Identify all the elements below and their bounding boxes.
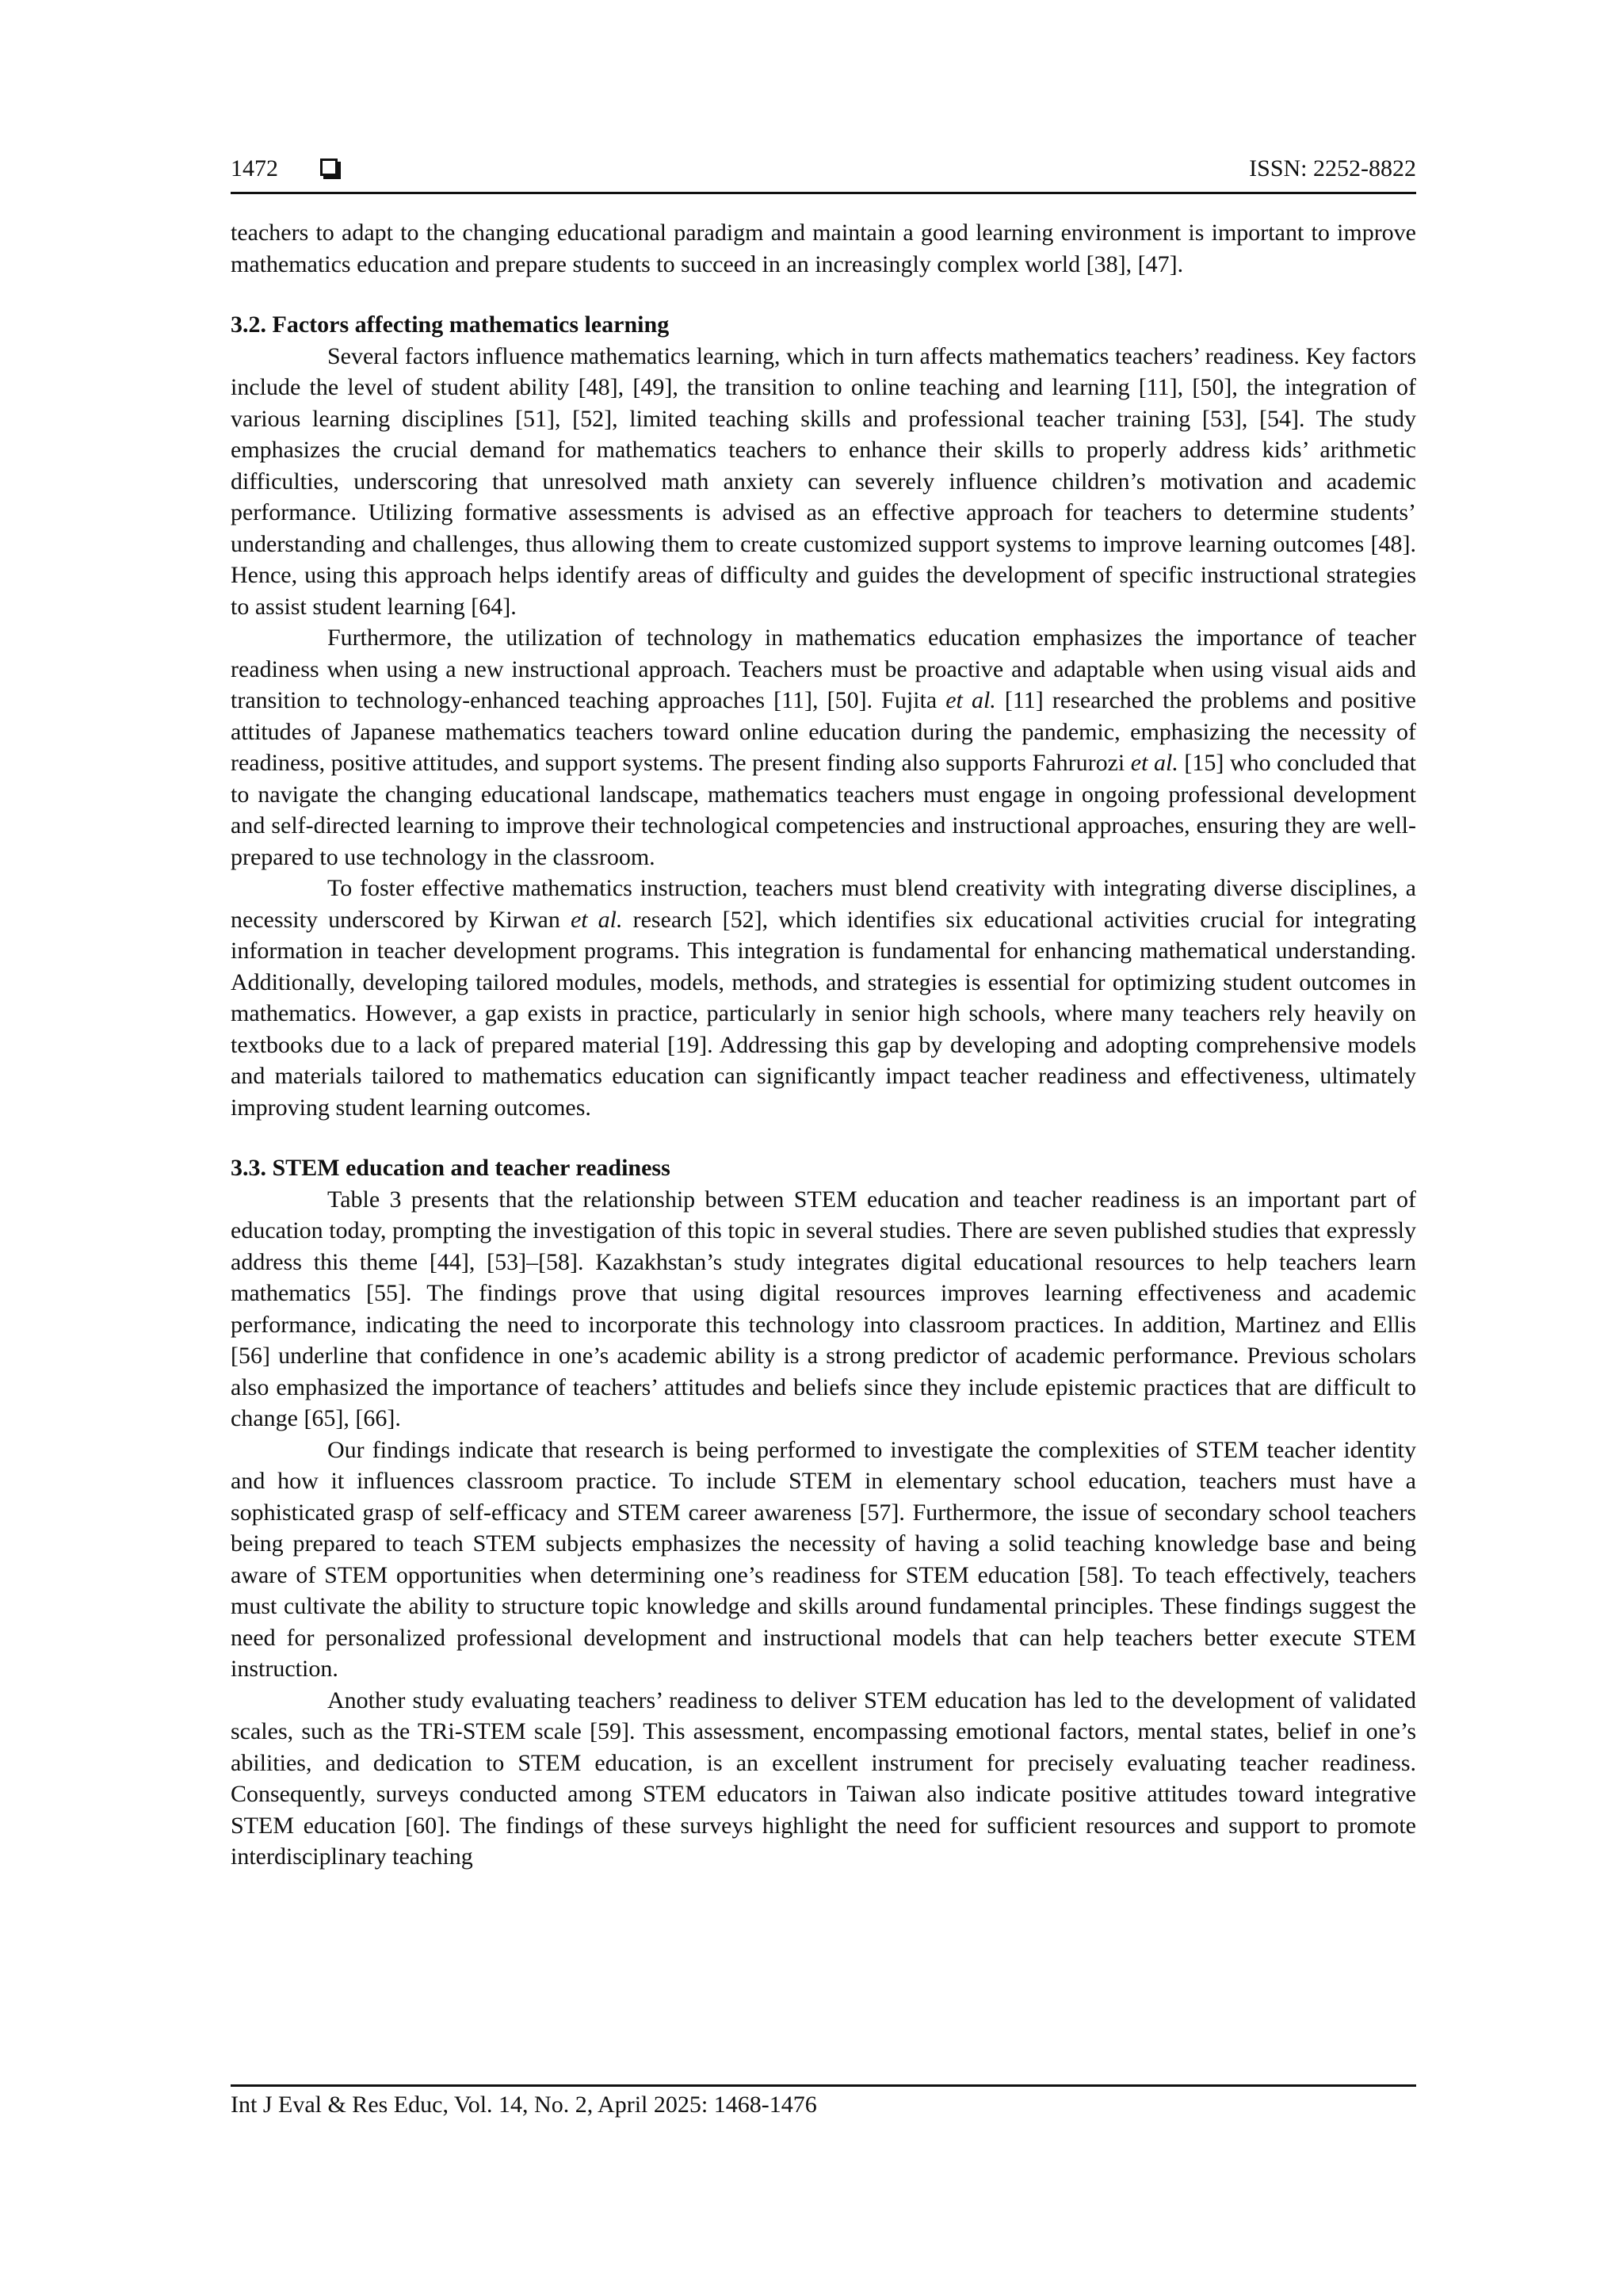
text-run: [11] researched the problems and positive attitudes of Japanese mathematics teachers toward online education during the pandemic, emphasizing the necessity of readiness, positive attitudes, and support systems. The present finding also supports Fahrurozi: [231, 687, 1416, 776]
section-3-2-heading: 3.2. Factors affecting mathematics learning: [231, 311, 670, 338]
italic-et-al: et al.: [945, 687, 996, 713]
section-3-3-heading: 3.3. STEM education and teacher readiness: [231, 1155, 670, 1181]
square-bullet-icon: [320, 159, 338, 176]
text-run: To foster effective mathematics instruction, teachers must blend creativity with integrating diverse disciplines, a necessity underscored by Kirwan: [231, 875, 1416, 933]
italic-et-al: et al.: [570, 906, 623, 933]
footer-citation: Int J Eval & Res Educ, Vol. 14, No. 2, April 2025: 1468-1476: [231, 2092, 817, 2118]
page-footer: [231, 2084, 1416, 2118]
section-3-3-paragraph-3: Another study evaluating teachers’ readiness to deliver STEM education has led to the development of validated scales, such as the TRi-STEM scale [59]. This assessment, encompassing emotional factors, mental states, belief in one’s abilities, and dedication to STEM education, is an excellent instrument for precisely evaluating teacher readiness. Consequently, surveys conducted among STEM educators in Taiwan also indicate positive attitudes toward integrative STEM education [60]. The findings of these surveys highlight the need for sufficient resources and support to promote interdisciplinary teaching: [231, 1687, 1416, 1870]
journal-issn: ISSN: 2252-8822: [1249, 155, 1416, 181]
section-3-2-paragraph-3: [231, 873, 1416, 1123]
section-3-2-paragraph-2: [231, 622, 1416, 873]
text-run: [15] who concluded that to navigate the changing educational landscape, mathematics teachers must engage in ongoing professional development and self-directed learning to improve their technological competencies and instructional approaches, ensuring they are well-prepared to use technology in the classroom.: [231, 750, 1416, 870]
italic-et-al: et al.: [1130, 750, 1178, 776]
article-body: [231, 217, 1416, 1873]
section-3-3-paragraph-2: Our findings indicate that research is being performed to investigate the complexities of STEM teacher identity and how it influences classroom practice. To include STEM in elementary school education, teachers must have a sophisticated grasp of self-efficacy and STEM career awareness [57]. Furthermore, the issue of secondary school teachers being prepared to teach STEM subjects emphasizes the necessity of having a solid teaching knowledge base and being aware of STEM opportunities when determining one’s readiness for STEM education [58]. To teach effectively, teachers must cultivate the ability to structure topic knowledge and skills around fundamental principles. These findings suggest the need for personalized professional development and instructional models that can help teachers better execute STEM instruction.: [231, 1436, 1416, 1682]
text-run: research [52], which identifies six educational activities crucial for integrating information in teacher development programs. This integration is fundamental for enhancing mathematical understanding. Additionally, developing tailored modules, models, methods, and strategies is essential for optimizing student outcomes in mathematics. However, a gap exists in practice, particularly in senior high schools, where many teachers rely heavily on textbooks due to a lack of prepared material [19]. Addressing this gap by developing and adopting comprehensive models and materials tailored to mathematics education can significantly impact teacher readiness and effectiveness, ultimately improving student learning outcomes.: [231, 906, 1416, 1121]
text-run: Furthermore, the utilization of technology in mathematics education emphasizes the importance of teacher readiness when using a new instructional approach. Teachers must be proactive and adaptable when using visual aids and transition to technology-enhanced teaching approaches [11], [50]. Fujita: [231, 625, 1416, 713]
intro-paragraph: teachers to adapt to the changing educational paradigm and maintain a good learning environment is important to improve mathematics education and prepare students to succeed in an increasingly complex world [38], [47].: [231, 220, 1416, 277]
section-3-3-paragraph-1: Table 3 presents that the relationship between STEM education and teacher readiness is an important part of education today, prompting the investigation of this topic in several studies. There are seven published studies that expressly address this theme [44], [53]–[58]. Kazakhstan’s study integrates digital educational resources to help teachers learn mathematics [55]. The findings prove that using digital resources improves learning effectiveness and academic performance, indicating the need to incorporate this technology into classroom practices. In addition, Martinez and Ellis [56] underline that confidence in one’s academic ability is a strong predictor of academic performance. Previous scholars also emphasized the importance of teachers’ attitudes and beliefs since they include epistemic practices that are difficult to change [65], [66].: [231, 1186, 1416, 1431]
section-3-2-paragraph-1: Several factors influence mathematics learning, which in turn affects mathematics teachers’ readiness. Key factors include the level of student ability [48], [49], the transition to online teaching and learning [11], [50], the integration of various learning disciplines [51], [52], limited teaching skills and professional teacher training [53], [54]. The study emphasizes the crucial demand for mathematics teachers to enhance their skills to properly address kids’ arithmetic difficulties, underscoring that unresolved math anxiety can severely influence children’s motivation and academic performance. Utilizing formative assessments is advised as an effective approach for teachers to determine students’ understanding and challenges, thus allowing them to create customized support systems to improve learning outcomes [48]. Hence, using this approach helps identify areas of difficulty and guides the development of specific instructional strategies to assist student learning [64].: [231, 342, 1416, 620]
page-number: 1472: [231, 155, 278, 181]
page-header: [231, 147, 1416, 194]
